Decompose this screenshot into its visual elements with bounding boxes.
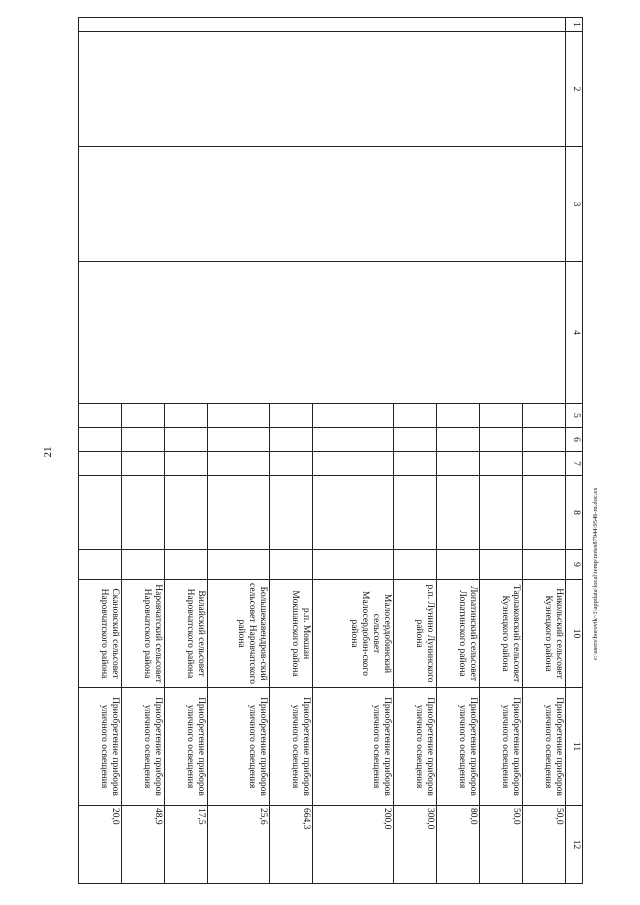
- cell-col1: [79, 18, 566, 32]
- cell-municipality: Лопатинский сельсовет Лопатинского района: [436, 580, 479, 688]
- cell-amount: 48,9: [122, 806, 165, 884]
- cell-purpose: Приобретение приборов уличного освещения: [208, 688, 270, 806]
- page-number: 21: [42, 446, 54, 458]
- cell-municipality: р.п. Лунино Лунинского района: [393, 580, 436, 688]
- col-header: 2: [566, 32, 583, 147]
- cell-purpose: Приобретение приборов уличного освещения: [479, 688, 522, 806]
- cell-col8: [208, 476, 270, 550]
- cell-col5: [313, 404, 394, 428]
- cell-col9: [79, 550, 122, 580]
- cell-col8: [270, 476, 313, 550]
- cell-col5: [208, 404, 270, 428]
- cell-col7: [270, 452, 313, 476]
- cell-col7: [165, 452, 208, 476]
- cell-col8: [479, 476, 522, 550]
- cell-col5: [479, 404, 522, 428]
- cell-col6: [165, 428, 208, 452]
- cell-purpose: Приобретение приборов уличного освещения: [393, 688, 436, 806]
- cell-purpose: Приобретение приборов уличного освещения: [313, 688, 394, 806]
- cell-purpose: Приобретение приборов уличного освещения: [79, 688, 122, 806]
- cell-purpose: Приобретение приборов уличного освещения: [522, 688, 565, 806]
- cell-purpose: Приобретение приборов уличного освещения: [436, 688, 479, 806]
- cell-municipality: р.п. Мокшан Мокшанского района: [270, 580, 313, 688]
- cell-purpose: Приобретение приборов уличного освещения: [165, 688, 208, 806]
- cell-col8: [313, 476, 394, 550]
- col-header: 3: [566, 147, 583, 262]
- col-header: 9: [566, 550, 583, 580]
- cell-col6: [270, 428, 313, 452]
- cell-col8: [122, 476, 165, 550]
- cell-col8: [79, 476, 122, 550]
- cell-col9: [436, 550, 479, 580]
- cell-col7: [436, 452, 479, 476]
- cell-col5: [79, 404, 122, 428]
- cell-col2: [79, 32, 566, 147]
- cell-col5: [165, 404, 208, 428]
- table-row: [522, 18, 565, 884]
- cell-col5: [270, 404, 313, 428]
- cell-col5: [522, 404, 565, 428]
- col-header: 8: [566, 476, 583, 550]
- col-header: 10: [566, 580, 583, 688]
- cell-col9: [208, 550, 270, 580]
- cell-amount: 50,0: [479, 806, 522, 884]
- cell-col6: [313, 428, 394, 452]
- cell-col7: [122, 452, 165, 476]
- cell-amount: 17,5: [165, 806, 208, 884]
- col-header: 4: [566, 262, 583, 404]
- cell-purpose: Приобретение приборов уличного освещения: [122, 688, 165, 806]
- cell-col9: [165, 550, 208, 580]
- cell-col6: [479, 428, 522, 452]
- cell-col9: [393, 550, 436, 580]
- cell-col6: [522, 428, 565, 452]
- cell-col5: [122, 404, 165, 428]
- cell-col7: [393, 452, 436, 476]
- cell-amount: 200,0: [313, 806, 394, 884]
- cell-col8: [393, 476, 436, 550]
- col-header: 7: [566, 452, 583, 476]
- cell-purpose: Приобретение приборов уличного освещения: [270, 688, 313, 806]
- cell-municipality: Тарлаковский сельсовет Кузнецкого района: [479, 580, 522, 688]
- cell-col4: [79, 262, 566, 404]
- cell-col8: [436, 476, 479, 550]
- cell-col7: [479, 452, 522, 476]
- cell-col9: [313, 550, 394, 580]
- cell-col6: [79, 428, 122, 452]
- cell-municipality: Никольский сельсовет Кузнецкого района: [522, 580, 565, 688]
- cell-col9: [270, 550, 313, 580]
- cell-amount: 80,0: [436, 806, 479, 884]
- cell-municipality: Скановский сельсовет Наровчатского района: [79, 580, 122, 688]
- cell-col7: [522, 452, 565, 476]
- cell-col5: [436, 404, 479, 428]
- col-header: 12: [566, 806, 583, 884]
- cell-col9: [479, 550, 522, 580]
- cell-col6: [122, 428, 165, 452]
- data-table: [78, 17, 583, 884]
- cell-amount: 300,0: [393, 806, 436, 884]
- col-header: 5: [566, 404, 583, 428]
- cell-municipality: Большекавендров-ский сельсовет Наровчатского района: [208, 580, 270, 688]
- cell-col7: [79, 452, 122, 476]
- cell-col7: [208, 452, 270, 476]
- col-header: 11: [566, 688, 583, 806]
- cell-col8: [165, 476, 208, 550]
- cell-col8: [522, 476, 565, 550]
- col-header: 1: [566, 18, 583, 32]
- cell-municipality: Вилайский сельсовет Наровчатского района: [165, 580, 208, 688]
- cell-col3: [79, 147, 566, 262]
- cell-col7: [313, 452, 394, 476]
- col-header: 6: [566, 428, 583, 452]
- cell-amount: 20,0: [79, 806, 122, 884]
- cell-amount: 50,0: [522, 806, 565, 884]
- file-path: c:\users\borovik~1\appdata\local\temp\notes87944\9546-m.doc.ex: [592, 487, 599, 660]
- cell-amount: 664,3: [270, 806, 313, 884]
- cell-amount: 25,6: [208, 806, 270, 884]
- cell-col6: [393, 428, 436, 452]
- header-row: [566, 18, 583, 884]
- rotated-table-container: [78, 17, 583, 883]
- cell-col9: [522, 550, 565, 580]
- cell-col6: [436, 428, 479, 452]
- cell-col6: [208, 428, 270, 452]
- cell-col5: [393, 404, 436, 428]
- cell-municipality: Малосердобинский сельсовет Малосердобин-ского района: [313, 580, 394, 688]
- cell-col9: [122, 550, 165, 580]
- cell-municipality: Наровчатский сельсовет Наровчатского района: [122, 580, 165, 688]
